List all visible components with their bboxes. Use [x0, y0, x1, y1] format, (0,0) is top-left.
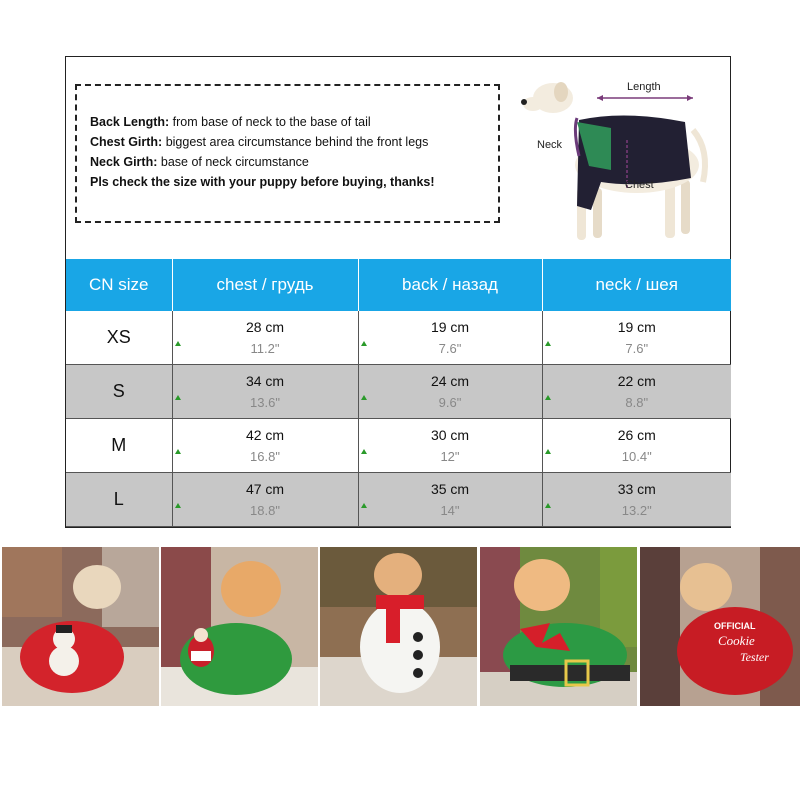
chest-cell: 28 cm 11.2" [172, 311, 358, 365]
cookie-tester-red-shirt-photo [640, 547, 800, 706]
neck-label: Neck [537, 139, 563, 151]
header-cn-size: CN size [66, 259, 172, 311]
chest-label: Chest [625, 179, 654, 191]
header-neck: neck / шея [542, 259, 731, 311]
table-row [66, 419, 731, 473]
dog-illustration-icon [521, 82, 705, 240]
snowman-red-shirt-photo [2, 547, 159, 706]
table-row [66, 473, 731, 527]
chest-cell: 42 cm 16.8" [172, 419, 358, 473]
neck-cell: 33 cm 13.2" [542, 473, 731, 527]
size-cell: S [66, 365, 172, 419]
size-cell: XS [66, 311, 172, 365]
snowman-white-shirt-photo [320, 547, 477, 706]
chest-cell: 47 cm 18.8" [172, 473, 358, 527]
print-official: OFFICIAL [714, 621, 756, 631]
header-back: back / назад [358, 259, 542, 311]
table-row [66, 365, 731, 419]
neck-cell: 26 cm 10.4" [542, 419, 731, 473]
header-chest: chest / грудь [172, 259, 358, 311]
dog-measurement-diagram [515, 70, 725, 250]
neck-cell: 19 cm 7.6" [542, 311, 731, 365]
size-cell: L [66, 473, 172, 527]
length-label: Length [627, 81, 661, 93]
size-cell: M [66, 419, 172, 473]
product-photo-strip [0, 547, 800, 706]
chest-cell: 34 cm 13.6" [172, 365, 358, 419]
print-cookie: Cookie [718, 633, 755, 648]
check-size-note: Pls check the size with your puppy before buying, thanks! [90, 175, 435, 189]
back-cell: 24 cm 9.6" [358, 365, 542, 419]
back-cell: 35 cm 14" [358, 473, 542, 527]
table-header-row [66, 259, 731, 311]
neck-girth-note: Neck Girth: base of neck circumstance [90, 155, 309, 169]
chest-girth-note: Chest Girth: biggest area circumstance behind the front legs [90, 135, 429, 149]
elf-green-shirt-photo [480, 547, 637, 706]
print-tester: Tester [740, 650, 769, 664]
neck-cell: 22 cm 8.8" [542, 365, 731, 419]
measurement-notes [75, 84, 500, 223]
back-cell: 19 cm 7.6" [358, 311, 542, 365]
santa-green-shirt-photo [161, 547, 318, 706]
size-table [66, 259, 731, 527]
table-row [66, 311, 731, 365]
back-length-note: Back Length: from base of neck to the base of tail [90, 115, 371, 129]
back-cell: 30 cm 12" [358, 419, 542, 473]
